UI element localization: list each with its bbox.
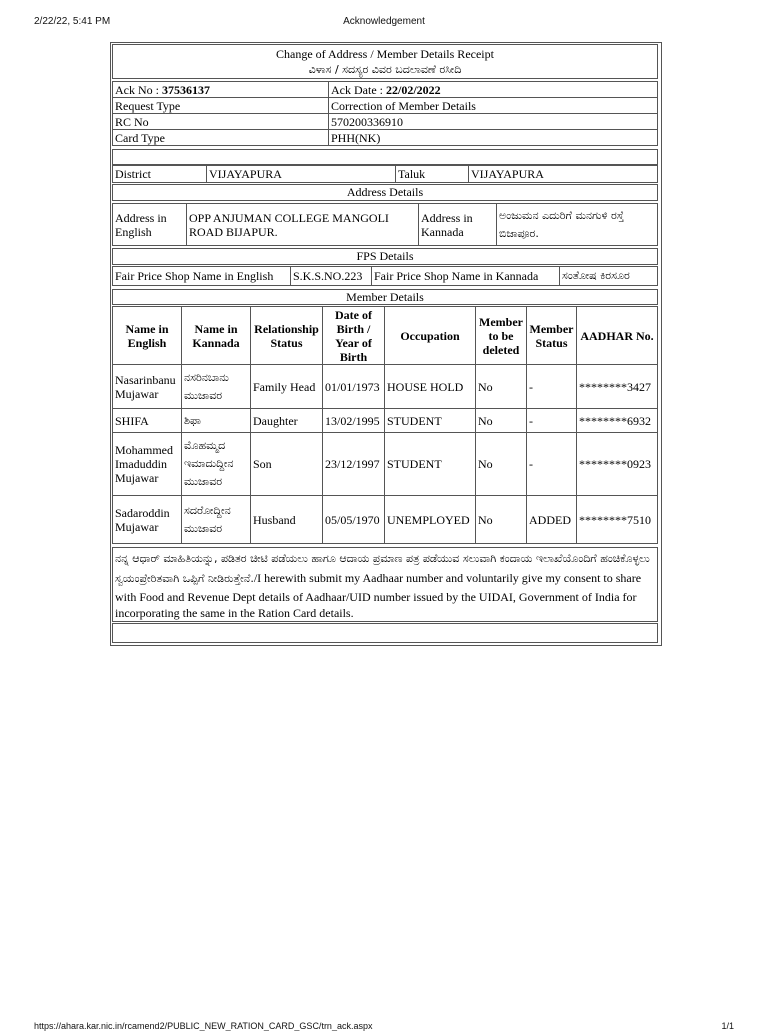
member-relationship: Son xyxy=(251,433,323,496)
rc-no-value: 570200336910 xyxy=(329,114,658,130)
fps-section-title: FPS Details xyxy=(112,248,658,265)
member-relationship: Daughter xyxy=(251,409,323,433)
member-relationship: Family Head xyxy=(251,365,323,409)
ack-date-value: 22/02/2022 xyxy=(385,82,441,97)
member-table-wrap xyxy=(112,306,658,548)
member-occupation: UNEMPLOYED xyxy=(385,496,476,544)
member-occupation: STUDENT xyxy=(385,409,476,433)
member-occupation: HOUSE HOLD xyxy=(385,365,476,409)
member-aadhar: ********6932 xyxy=(577,409,658,433)
member-to-delete: No xyxy=(476,433,527,496)
member-status: - xyxy=(527,433,577,496)
address-en-value: OPP ANJUMAN COLLEGE MANGOLI ROAD BIJAPUR. xyxy=(187,204,419,246)
ack-no-value: 37536137 xyxy=(162,82,210,97)
member-name-kn: ಶಿಫಾ xyxy=(182,409,251,433)
fps-row xyxy=(112,266,658,286)
ack-date-cell xyxy=(329,82,658,98)
table-row xyxy=(113,409,658,433)
address-section-title: Address Details xyxy=(112,184,658,201)
member-name-en: Sadaroddin Mujawar xyxy=(113,496,182,544)
table-row xyxy=(113,433,658,496)
receipt-sheet xyxy=(110,42,662,646)
taluk-label: Taluk xyxy=(396,166,469,183)
member-aadhar: ********3427 xyxy=(577,365,658,409)
page-count: 1/1 xyxy=(721,1021,734,1031)
fps-name-kn-label: Fair Price Shop Name in Kannada xyxy=(372,267,560,286)
header-to-delete: Member to be deleted xyxy=(476,307,527,365)
member-occupation: STUDENT xyxy=(385,433,476,496)
member-status: ADDED xyxy=(527,496,577,544)
table-row xyxy=(113,365,658,409)
member-name-en: SHIFA xyxy=(113,409,182,433)
member-dob: 01/01/1973 xyxy=(323,365,385,409)
print-page-title: Acknowledgement xyxy=(343,16,425,27)
header-name-en: Name in English xyxy=(113,307,182,365)
address-en-label: Address in English xyxy=(113,204,187,246)
ack-no-label: Ack No : xyxy=(115,82,162,97)
receipt-title-kannada: ವಿಳಾಸ / ಸದಸ್ಯರ ವಿವರ ಬದಲಾವಣೆ ರಸೀದಿ xyxy=(308,63,462,76)
member-aadhar: ********7510 xyxy=(577,496,658,544)
address-row xyxy=(112,203,658,247)
card-type-value: PHH(NK) xyxy=(329,130,658,146)
member-name-en: Nasarinbanu Mujawar xyxy=(113,365,182,409)
ack-details xyxy=(112,81,658,147)
ack-date-label: Ack Date : xyxy=(331,82,386,97)
consent-text-kannada: ನನ್ನ ಆಧಾರ್ ಮಾಹಿತಿಯನ್ನು, ಪಡಿತರ ಚೀಟಿ ಪಡೆಯಲು ಹಾಗೂ ಆದಾಯ ಪ್ರಮಾಣ ಪತ್ರ ಪಡೆಯುವ ಸಲುವಾಗಿ ಕಂದಾಯ ಇಲಾಖೆಯೊಂದಿಗೆ ಹಂಚಿಕೊಳ್ಳಲು ಸ್ವಯಂಪ್ರೇರಿತವಾಗಿ ಒಪ್ಪಿಗೆ ನೀಡಿರುತ್ತೇನೆ. xyxy=(115,552,650,585)
header-relationship: Relationship Status xyxy=(251,307,323,365)
member-section-title: Member Details xyxy=(112,289,658,305)
rc-no-label: RC No xyxy=(113,114,329,130)
member-dob: 13/02/1995 xyxy=(323,409,385,433)
member-name-kn: ಮೊಹಮ್ಮದ ಇಮಾದುದ್ದೀನ ಮುಜಾವರ xyxy=(182,433,251,496)
member-name-kn: ಸದರೋದ್ದೀನ ಮುಜಾವರ xyxy=(182,496,251,544)
fps-name-en-label: Fair Price Shop Name in English xyxy=(113,267,291,286)
header-name-kn: Name in Kannada xyxy=(182,307,251,365)
fps-name-en-value: S.K.S.NO.223 xyxy=(291,267,372,286)
header-occupation: Occupation xyxy=(385,307,476,365)
header-aadhar: AADHAR No. xyxy=(577,307,658,365)
member-table-header xyxy=(113,307,658,365)
member-name-kn: ನಸರಿನಬಾನು ಮುಜಾವರ xyxy=(182,365,251,409)
consent-block xyxy=(112,547,658,622)
member-to-delete: No xyxy=(476,496,527,544)
member-status: - xyxy=(527,409,577,433)
page-url: https://ahara.kar.nic.in/rcamend2/PUBLIC_NEW_RATION_CARD_GSC/trn_ack.aspx xyxy=(34,1021,373,1031)
blank-bottom-row xyxy=(112,623,658,643)
header-member-status: Member Status xyxy=(527,307,577,365)
district-value: VIJAYAPURA xyxy=(207,166,396,183)
address-kn-value: ಅಂಜುಮನ ಎದುರಿಗೆ ಮನಗುಳಿ ರಸ್ತೆ ಬಿಜಾಪೂರ. xyxy=(497,204,658,246)
address-kn-label: Address in Kannada xyxy=(419,204,497,246)
member-table xyxy=(112,306,658,544)
receipt-title-english: Change of Address / Member Details Receipt xyxy=(276,47,494,61)
receipt-title-block xyxy=(112,44,658,79)
taluk-value: VIJAYAPURA xyxy=(469,166,658,183)
district-label: District xyxy=(113,166,207,183)
member-dob: 05/05/1970 xyxy=(323,496,385,544)
location-row xyxy=(112,165,658,183)
fps-name-kn-value: ಸಂತೋಷ ಕಿರಸೂರ xyxy=(560,267,658,286)
request-type-value: Correction of Member Details xyxy=(329,98,658,114)
blank-row xyxy=(112,149,658,165)
ack-no-cell xyxy=(113,82,329,98)
card-type-label: Card Type xyxy=(113,130,329,146)
member-relationship: Husband xyxy=(251,496,323,544)
member-name-en: Mohammed Imaduddin Mujawar xyxy=(113,433,182,496)
member-aadhar: ********0923 xyxy=(577,433,658,496)
member-status: - xyxy=(527,365,577,409)
member-to-delete: No xyxy=(476,409,527,433)
member-to-delete: No xyxy=(476,365,527,409)
table-row xyxy=(113,496,658,544)
consent-text-english: /I herewith submit my Aadhaar number and voluntarily give my consent to share with Food and Revenue Dept details of Aadhaar/UID number issued by the UIDAI, Government of India for incorporating the same in the Ration Card details. xyxy=(115,571,642,620)
member-dob: 23/12/1997 xyxy=(323,433,385,496)
print-datetime: 2/22/22, 5:41 PM xyxy=(34,16,111,27)
request-type-label: Request Type xyxy=(113,98,329,114)
header-dob: Date of Birth / Year of Birth xyxy=(323,307,385,365)
